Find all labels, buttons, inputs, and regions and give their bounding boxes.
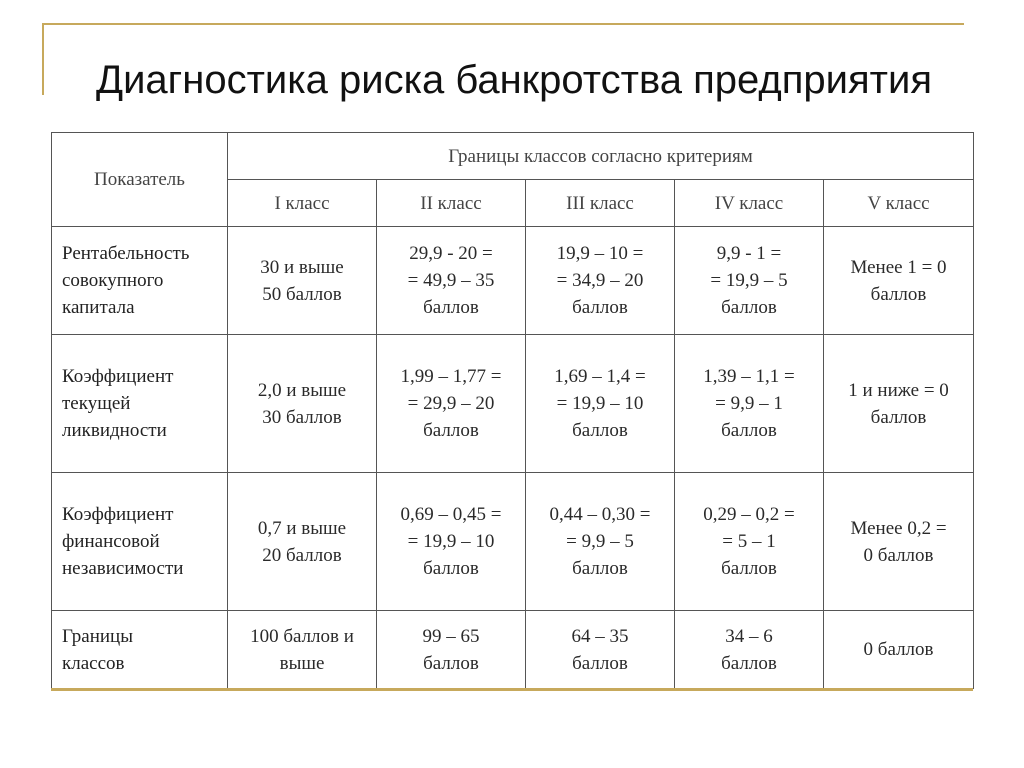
- indicator-line: текущей: [62, 393, 131, 414]
- indicator-line: ликвидности: [62, 420, 167, 441]
- class-4-cell: [675, 335, 824, 473]
- class-header-4: IV класс: [675, 180, 824, 227]
- indicator-line: совокупного: [62, 270, 164, 291]
- cell-line: 0 баллов: [863, 544, 934, 566]
- cell-line: баллов: [423, 652, 479, 674]
- class-header-5: V класс: [824, 180, 974, 227]
- cell-line: 30 баллов: [262, 406, 342, 428]
- cell-line: баллов: [721, 420, 777, 441]
- class-3-cell: [526, 335, 675, 473]
- indicator-line: Границы: [62, 625, 133, 647]
- cell-line: баллов: [572, 558, 628, 579]
- cell-line: 29,9 - 20 =: [409, 243, 493, 264]
- indicator-line: Рентабельность: [62, 243, 190, 264]
- indicator-line: классов: [62, 652, 125, 674]
- cell-line: 100 баллов и: [250, 625, 354, 647]
- indicator-cell: [52, 227, 228, 335]
- cell-line: = 5 – 1: [722, 531, 776, 552]
- header-row-top: [52, 133, 974, 180]
- cell-line: 1,99 – 1,77 =: [400, 366, 502, 387]
- cell-line: = 19,9 – 10: [407, 531, 495, 552]
- cell-line: 19,9 – 10 =: [556, 243, 644, 264]
- cell-line: 9,9 - 1 =: [716, 243, 782, 264]
- cell-line: баллов: [870, 283, 927, 305]
- cell-line: 0,44 – 0,30 =: [549, 504, 651, 525]
- cell-line: 1,39 – 1,1 =: [703, 366, 795, 387]
- cell-line: 34 – 6: [725, 625, 773, 647]
- indicator-line: Коэффициент: [62, 504, 174, 525]
- cell-line: баллов: [423, 558, 479, 579]
- class-1-cell: [228, 227, 377, 335]
- cell-line: баллов: [870, 406, 927, 428]
- cell-line: 20 баллов: [262, 544, 342, 566]
- class-2-cell: [377, 227, 526, 335]
- class-3-cell: [526, 227, 675, 335]
- indicator-line: капитала: [62, 297, 135, 318]
- class-1-cell: [228, 473, 377, 611]
- bottom-accent-rule: [51, 688, 973, 691]
- class-2-cell: [377, 611, 526, 689]
- cell-line: = 19,9 – 10: [556, 393, 644, 414]
- cell-line: = 49,9 – 35: [407, 270, 495, 291]
- indicator-cell: [52, 611, 228, 689]
- table-row: [52, 335, 974, 473]
- cell-line: Менее 1 = 0: [850, 256, 947, 278]
- class-2-cell: [377, 335, 526, 473]
- cell-line: баллов: [423, 420, 479, 441]
- class-bounds-header: Границы классов согласно критериям: [228, 133, 974, 180]
- frame-top-rule: [42, 23, 964, 25]
- class-3-cell: [526, 473, 675, 611]
- bankruptcy-risk-table: [51, 132, 974, 689]
- class-5-cell: [824, 611, 974, 689]
- cell-line: = 9,9 – 1: [715, 393, 783, 414]
- class-2-cell: [377, 473, 526, 611]
- cell-line: 1,69 – 1,4 =: [554, 366, 646, 387]
- cell-line: 1 и ниже = 0: [848, 379, 949, 401]
- table-row: [52, 227, 974, 335]
- cell-line: баллов: [721, 297, 777, 318]
- table-row: [52, 473, 974, 611]
- cell-line: 50 баллов: [262, 283, 342, 305]
- class-5-cell: [824, 227, 974, 335]
- cell-line: 99 – 65: [422, 625, 480, 647]
- cell-line: баллов: [423, 297, 479, 318]
- cell-line: 2,0 и выше: [257, 379, 347, 401]
- class-header-1: I класс: [228, 180, 377, 227]
- cell-line: 0,29 – 0,2 =: [703, 504, 795, 525]
- cell-line: баллов: [721, 558, 777, 579]
- class-5-cell: [824, 473, 974, 611]
- indicator-line: Коэффициент: [62, 366, 174, 387]
- indicator-cell: [52, 473, 228, 611]
- cell-line: = 9,9 – 5: [566, 531, 634, 552]
- cell-line: 64 – 35: [571, 625, 629, 647]
- indicator-header: Показатель: [52, 133, 228, 227]
- class-1-cell: [228, 611, 377, 689]
- cell-line: = 19,9 – 5: [710, 270, 788, 291]
- cell-line: баллов: [572, 297, 628, 318]
- indicator-cell: [52, 335, 228, 473]
- table-row: [52, 611, 974, 689]
- cell-line: 0,69 – 0,45 =: [400, 504, 502, 525]
- class-3-cell: [526, 611, 675, 689]
- cell-line: 30 и выше: [260, 256, 344, 278]
- cell-line: баллов: [721, 652, 777, 674]
- frame-left-rule: [42, 23, 44, 95]
- cell-line: Менее 0,2 =: [850, 517, 947, 539]
- cell-line: 0 баллов: [863, 639, 934, 660]
- cell-line: 0,7 и выше: [257, 517, 347, 539]
- cell-line: = 29,9 – 20: [407, 393, 495, 414]
- class-4-cell: [675, 611, 824, 689]
- class-5-cell: [824, 335, 974, 473]
- class-header-3: III класс: [526, 180, 675, 227]
- cell-line: = 34,9 – 20: [556, 270, 644, 291]
- indicator-line: финансовой: [62, 531, 160, 552]
- risk-table-container: [51, 132, 973, 689]
- class-4-cell: [675, 473, 824, 611]
- class-1-cell: [228, 335, 377, 473]
- class-4-cell: [675, 227, 824, 335]
- class-header-2: II класс: [377, 180, 526, 227]
- slide-title: Диагностика риска банкротства предприятия: [96, 58, 932, 102]
- cell-line: баллов: [572, 652, 628, 674]
- indicator-line: независимости: [62, 558, 184, 579]
- cell-line: выше: [279, 652, 325, 674]
- cell-line: баллов: [572, 420, 628, 441]
